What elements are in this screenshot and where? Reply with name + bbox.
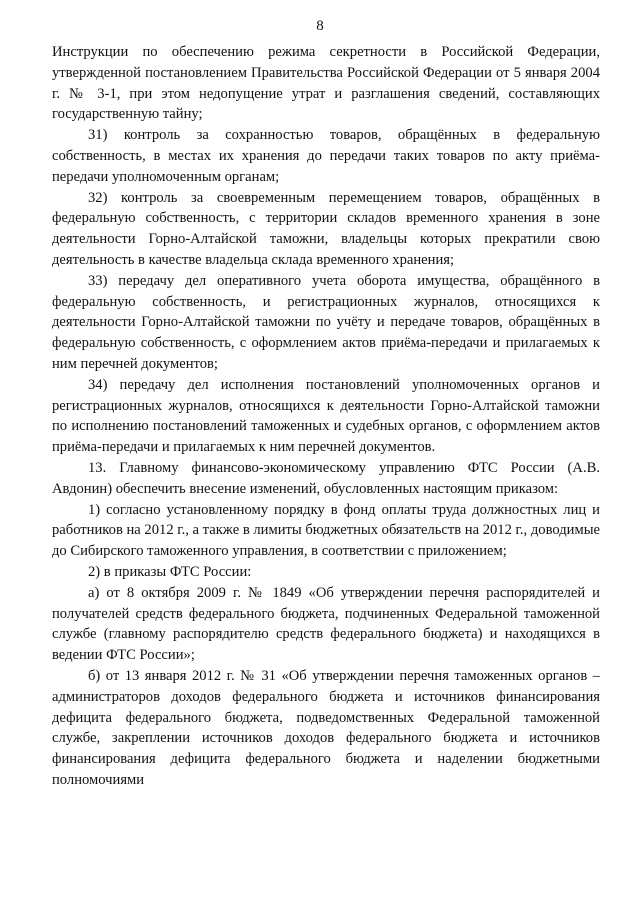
paragraph-section-13: 13. Главному финансово-экономическому управлению ФТС России (А.В. Авдонин) обеспечить внесение изменений, обусловленных настоящим приказом: [52, 459, 600, 497]
paragraph-item-34: 34) передачу дел исполнения постановлений уполномоченных органов и регистрационных журналов, относящихся к деятельности Горно-Алтайской таможни по исполнению постановлений таможенных и судебных органов, с оформлением актов приёма-передачи и прилагаемых к ним перечней документов. [52, 376, 600, 456]
paragraph-instruction-continuation: Инструкции по обеспечению режима секретности в Российской Федерации, утвержденной постановлением Правительства Российской Федерации от 5 января 2004 г. № 3-1, при этом недопущение утрат и разглашения сведений, составляющих государственную тайну; [52, 44, 600, 123]
document-body [52, 42, 600, 791]
paragraph-subitem-b: б) от 13 января 2012 г. № 31 «Об утверждении перечня таможенных органов – администраторов доходов федерального бюджета и источников финансирования дефицита федерального бюджета, подведомственных Федеральной таможенной службе, закреплении источников доходов федерального бюджета и источников финансирования дефицита федерального бюджета и наделении бюджетными полномочиями [52, 667, 600, 788]
paragraph-item-33: 33) передачу дел оперативного учета оборота имущества, обращённого в федеральную собственность, и регистрационных журналов, относящихся к деятельности Горно-Алтайской таможни по учёту и передаче товаров, обращённых в федеральную собственность, с оформлением актов приёма-передачи и прилагаемых к ним перечней документов; [52, 272, 600, 372]
paragraph-subitem-1: 1) согласно установленному порядку в фонд оплаты труда должностных лиц и работников на 2012 г., а также в лимиты бюджетных обязательств на 2012 г., доводимые до Сибирского таможенного управления, в соответствии с приложением; [52, 501, 600, 560]
paragraph-item-31: 31) контроль за сохранностью товаров, обращённых в федеральную собственность, в местах их хранения до передачи таких товаров по акту приёма-передачи уполномоченным органам; [52, 127, 600, 185]
page-number: 8 [316, 18, 324, 34]
paragraph-subitem-a: а) от 8 октября 2009 г. № 1849 «Об утверждении перечня распорядителей и получателей средств федерального бюджета, подчиненных Федеральной таможенной службе (главному распорядителю средств федерального бюджета) и находящихся в ведении ФТС России»; [52, 584, 600, 664]
paragraph-item-32: 32) контроль за своевременным перемещением товаров, обращённых в федеральную собственность, с территории складов временного хранения в зоне деятельности Горно-Алтайской таможни, владельцы которых прекратили свою деятельность в качестве владельца склада временного хранения; [52, 189, 600, 268]
paragraph-subitem-2: 2) в приказы ФТС России: [88, 563, 252, 580]
